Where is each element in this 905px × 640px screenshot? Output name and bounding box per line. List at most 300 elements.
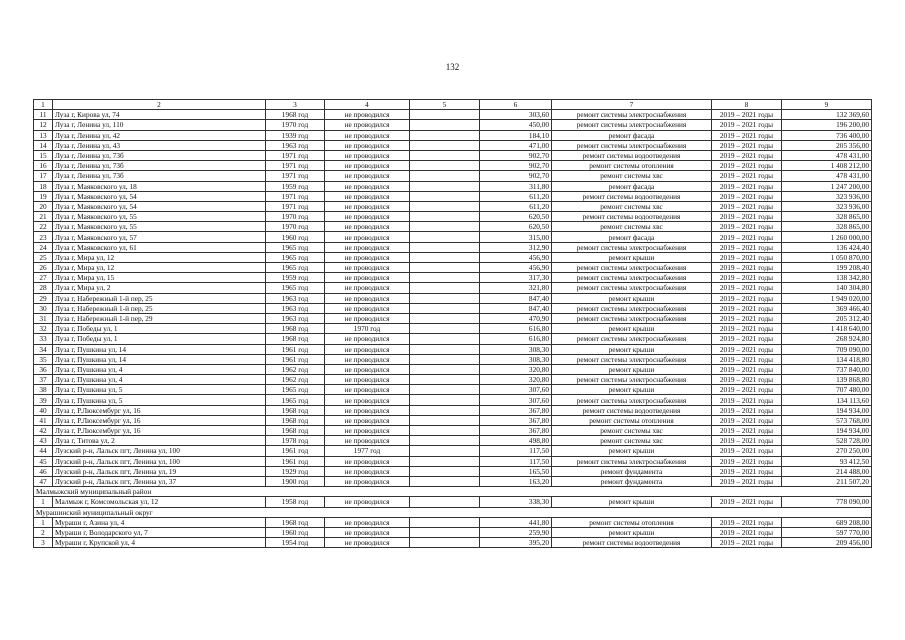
cost-cell: 328 865,00 [782, 212, 872, 222]
row-number-cell: 35 [34, 354, 53, 364]
table-row [34, 385, 872, 395]
table-row [34, 181, 872, 191]
last-repair-cell: не проводился [325, 344, 410, 354]
period-cell: 2019 – 2021 годы [712, 150, 782, 160]
last-repair-cell: не проводился [325, 395, 410, 405]
table-row [34, 303, 872, 313]
section-row [34, 507, 872, 517]
cost-cell: 132 369,60 [782, 110, 872, 120]
cost-cell: 205 312,40 [782, 313, 872, 323]
cost-cell: 689 208,00 [782, 517, 872, 527]
year-built-cell: 1970 год [266, 212, 325, 222]
period-cell: 2019 – 2021 годы [712, 303, 782, 313]
empty-cell [410, 263, 480, 273]
row-number-cell: 47 [34, 476, 53, 486]
work-type-cell: ремонт системы электроснабжения [552, 303, 712, 313]
row-number-cell: 11 [34, 110, 53, 120]
area-cell: 315,00 [480, 232, 552, 242]
empty-cell [410, 436, 480, 446]
table-row [34, 446, 872, 456]
empty-cell [410, 476, 480, 486]
table-row [34, 120, 872, 130]
year-built-cell: 1965 год [266, 263, 325, 273]
cost-cell: 528 728,00 [782, 436, 872, 446]
work-type-cell: ремонт системы хвс [552, 222, 712, 232]
address-cell: Луза г, Ленина ул, 110 [53, 120, 266, 130]
cost-cell: 134 418,80 [782, 354, 872, 364]
work-type-cell: ремонт системы электроснабжения [552, 375, 712, 385]
year-built-cell: 1968 год [266, 426, 325, 436]
year-built-cell: 1959 год [266, 181, 325, 191]
last-repair-cell: не проводился [325, 303, 410, 313]
year-built-cell: 1962 год [266, 375, 325, 385]
column-number-cell: 5 [410, 100, 480, 110]
table-body [34, 100, 872, 548]
address-cell: Лузский р-н, Лальск пгт, Ленина ул, 19 [53, 466, 266, 476]
row-number-cell: 21 [34, 212, 53, 222]
address-cell: Луза г, Маяковского ул, 54 [53, 191, 266, 201]
last-repair-cell: не проводился [325, 242, 410, 252]
last-repair-cell: не проводился [325, 313, 410, 323]
row-number-cell: 12 [34, 120, 53, 130]
area-cell: 450,00 [480, 120, 552, 130]
table-row [34, 283, 872, 293]
empty-cell [410, 222, 480, 232]
period-cell: 2019 – 2021 годы [712, 140, 782, 150]
row-number-cell: 16 [34, 161, 53, 171]
year-built-cell: 1971 год [266, 191, 325, 201]
table-row [34, 110, 872, 120]
last-repair-cell: не проводился [325, 263, 410, 273]
address-cell: Луза г, Набережный 1-й пер, 25 [53, 303, 266, 313]
row-number-cell: 25 [34, 252, 53, 262]
period-cell: 2019 – 2021 годы [712, 252, 782, 262]
work-type-cell: ремонт системы электроснабжения [552, 273, 712, 283]
row-number-cell: 14 [34, 140, 53, 150]
last-repair-cell: 1970 год [325, 324, 410, 334]
work-type-cell: ремонт системы электроснабжения [552, 283, 712, 293]
area-cell: 902,70 [480, 171, 552, 181]
year-built-cell: 1961 год [266, 344, 325, 354]
last-repair-cell: не проводился [325, 375, 410, 385]
period-cell: 2019 – 2021 годы [712, 446, 782, 456]
last-repair-cell: не проводился [325, 222, 410, 232]
year-built-cell: 1971 год [266, 150, 325, 160]
address-cell: Луза г, Пушкина ул, 14 [53, 344, 266, 354]
empty-cell [410, 242, 480, 252]
table-row [34, 364, 872, 374]
year-built-cell: 1961 год [266, 354, 325, 364]
table-row [34, 293, 872, 303]
cost-cell: 573 768,00 [782, 415, 872, 425]
table-row [34, 538, 872, 548]
empty-cell [410, 334, 480, 344]
address-cell: Луза г, Пушкина ул, 5 [53, 395, 266, 405]
work-type-cell: ремонт крыши [552, 324, 712, 334]
period-cell: 2019 – 2021 годы [712, 191, 782, 201]
period-cell: 2019 – 2021 годы [712, 161, 782, 171]
address-cell: Малмыж г, Комсомольская ул, 12 [53, 497, 266, 507]
last-repair-cell: не проводился [325, 232, 410, 242]
work-type-cell: ремонт системы водоотведения [552, 405, 712, 415]
column-number-cell: 1 [34, 100, 53, 110]
period-cell: 2019 – 2021 годы [712, 466, 782, 476]
work-type-cell: ремонт системы электроснабжения [552, 456, 712, 466]
year-built-cell: 1971 год [266, 161, 325, 171]
period-cell: 2019 – 2021 годы [712, 436, 782, 446]
address-cell: Луза г, Пушкина ул, 4 [53, 364, 266, 374]
row-number-cell: 31 [34, 313, 53, 323]
address-cell: Луза г, Маяковского ул, 54 [53, 201, 266, 211]
row-number-cell: 2 [34, 527, 53, 537]
column-number-cell: 2 [53, 100, 266, 110]
empty-cell [410, 527, 480, 537]
row-number-cell: 29 [34, 293, 53, 303]
area-cell: 117,50 [480, 446, 552, 456]
cost-cell: 134 113,60 [782, 395, 872, 405]
work-type-cell: ремонт системы хвс [552, 436, 712, 446]
row-number-cell: 44 [34, 446, 53, 456]
cost-cell: 478 431,00 [782, 171, 872, 181]
work-type-cell: ремонт системы электроснабжения [552, 313, 712, 323]
area-cell: 321,80 [480, 283, 552, 293]
row-number-cell: 23 [34, 232, 53, 242]
row-number-cell: 34 [34, 344, 53, 354]
row-number-cell: 19 [34, 191, 53, 201]
area-cell: 611,20 [480, 201, 552, 211]
year-built-cell: 1968 год [266, 405, 325, 415]
address-cell: Луза г, Мира ул, 12 [53, 263, 266, 273]
area-cell: 320,80 [480, 375, 552, 385]
address-cell: Луза г, Набережный 1-й пер, 29 [53, 313, 266, 323]
period-cell: 2019 – 2021 годы [712, 201, 782, 211]
work-type-cell: ремонт системы водоотведения [552, 191, 712, 201]
work-type-cell: ремонт фасада [552, 232, 712, 242]
last-repair-cell: не проводился [325, 181, 410, 191]
row-number-cell: 13 [34, 130, 53, 140]
address-cell: Луза г, Маяковского ул, 55 [53, 222, 266, 232]
row-number-cell: 17 [34, 171, 53, 181]
last-repair-cell: не проводился [325, 497, 410, 507]
column-number-cell: 7 [552, 100, 712, 110]
row-number-cell: 38 [34, 385, 53, 395]
area-cell: 312,90 [480, 242, 552, 252]
empty-cell [410, 375, 480, 385]
empty-cell [410, 201, 480, 211]
empty-cell [410, 446, 480, 456]
area-cell: 338,30 [480, 497, 552, 507]
period-cell: 2019 – 2021 годы [712, 283, 782, 293]
period-cell: 2019 – 2021 годы [712, 293, 782, 303]
area-cell: 616,80 [480, 324, 552, 334]
last-repair-cell: не проводился [325, 385, 410, 395]
empty-cell [410, 232, 480, 242]
period-cell: 2019 – 2021 годы [712, 181, 782, 191]
row-number-cell: 40 [34, 405, 53, 415]
period-cell: 2019 – 2021 годы [712, 385, 782, 395]
last-repair-cell: не проводился [325, 212, 410, 222]
last-repair-cell: не проводился [325, 415, 410, 425]
table-row [34, 375, 872, 385]
table-row [34, 222, 872, 232]
cost-cell: 709 090,00 [782, 344, 872, 354]
last-repair-cell: не проводился [325, 466, 410, 476]
area-cell: 611,20 [480, 191, 552, 201]
table-row [34, 466, 872, 476]
period-cell: 2019 – 2021 годы [712, 110, 782, 120]
address-cell: Мураши г, Володарского ул, 7 [53, 527, 266, 537]
table-row [34, 212, 872, 222]
empty-cell [410, 273, 480, 283]
table-row [34, 140, 872, 150]
work-type-cell: ремонт системы отопления [552, 415, 712, 425]
year-built-cell: 1900 год [266, 476, 325, 486]
period-cell: 2019 – 2021 годы [712, 354, 782, 364]
table-row [34, 324, 872, 334]
last-repair-cell: не проводился [325, 201, 410, 211]
last-repair-cell: не проводился [325, 120, 410, 130]
period-cell: 2019 – 2021 годы [712, 130, 782, 140]
year-built-cell: 1970 год [266, 120, 325, 130]
empty-cell [410, 324, 480, 334]
empty-cell [410, 313, 480, 323]
table-row [34, 130, 872, 140]
last-repair-cell: не проводился [325, 405, 410, 415]
empty-cell [410, 140, 480, 150]
period-cell: 2019 – 2021 годы [712, 517, 782, 527]
work-type-cell: ремонт системы отопления [552, 161, 712, 171]
area-cell: 259,90 [480, 527, 552, 537]
work-type-cell: ремонт системы отопления [552, 517, 712, 527]
table-row [34, 201, 872, 211]
cost-cell: 140 304,80 [782, 283, 872, 293]
work-type-cell: ремонт крыши [552, 446, 712, 456]
year-built-cell: 1929 год [266, 466, 325, 476]
empty-cell [410, 293, 480, 303]
empty-cell [410, 426, 480, 436]
period-cell: 2019 – 2021 годы [712, 395, 782, 405]
cost-cell: 328 865,00 [782, 222, 872, 232]
area-cell: 303,60 [480, 110, 552, 120]
year-built-cell: 1968 год [266, 415, 325, 425]
period-cell: 2019 – 2021 годы [712, 344, 782, 354]
work-type-cell: ремонт крыши [552, 344, 712, 354]
row-number-cell: 33 [34, 334, 53, 344]
area-cell: 184,10 [480, 130, 552, 140]
section-title: Малмыжский муниципальный район [34, 487, 872, 497]
area-cell: 620,50 [480, 222, 552, 232]
last-repair-cell: не проводился [325, 171, 410, 181]
area-cell: 456,90 [480, 263, 552, 273]
table-row [34, 334, 872, 344]
address-cell: Луза г, Ленина ул, 73б [53, 171, 266, 181]
table-row [34, 456, 872, 466]
work-type-cell: ремонт крыши [552, 252, 712, 262]
last-repair-cell: не проводился [325, 273, 410, 283]
year-built-cell: 1970 год [266, 222, 325, 232]
empty-cell [410, 456, 480, 466]
row-number-cell: 43 [34, 436, 53, 446]
area-cell: 498,80 [480, 436, 552, 446]
area-cell: 308,30 [480, 344, 552, 354]
last-repair-cell: не проводился [325, 283, 410, 293]
year-built-cell: 1959 год [266, 273, 325, 283]
cost-cell: 1 949 020,00 [782, 293, 872, 303]
work-type-cell: ремонт крыши [552, 385, 712, 395]
work-type-cell: ремонт системы электроснабжения [552, 263, 712, 273]
year-built-cell: 1965 год [266, 242, 325, 252]
row-number-cell: 24 [34, 242, 53, 252]
work-type-cell: ремонт фасада [552, 181, 712, 191]
cost-cell: 1 408 212,00 [782, 161, 872, 171]
empty-cell [410, 120, 480, 130]
year-built-cell: 1963 год [266, 293, 325, 303]
table-row [34, 517, 872, 527]
row-number-cell: 26 [34, 263, 53, 273]
area-cell: 117,50 [480, 456, 552, 466]
column-number-cell: 6 [480, 100, 552, 110]
address-cell: Лузский р-н, Лальск пгт, Ленина ул, 37 [53, 476, 266, 486]
last-repair-cell: не проводился [325, 538, 410, 548]
address-cell: Луза г, Р.Люксембург ул, 16 [53, 415, 266, 425]
work-type-cell: ремонт системы электроснабжения [552, 140, 712, 150]
period-cell: 2019 – 2021 годы [712, 171, 782, 181]
work-type-cell: ремонт системы хвс [552, 171, 712, 181]
last-repair-cell: не проводился [325, 110, 410, 120]
period-cell: 2019 – 2021 годы [712, 405, 782, 415]
row-number-cell: 37 [34, 375, 53, 385]
year-built-cell: 1963 год [266, 313, 325, 323]
year-built-cell: 1961 год [266, 446, 325, 456]
table-row [34, 273, 872, 283]
address-cell: Луза г, Маяковского ул, 18 [53, 181, 266, 191]
area-cell: 367,80 [480, 415, 552, 425]
year-built-cell: 1958 год [266, 497, 325, 507]
address-cell: Луза г, Маяковского ул, 57 [53, 232, 266, 242]
row-number-cell: 27 [34, 273, 53, 283]
table-row [34, 313, 872, 323]
address-cell: Лузский р-н, Лальск пгт, Ленина ул, 100 [53, 456, 266, 466]
table-row [34, 436, 872, 446]
year-built-cell: 1971 год [266, 201, 325, 211]
period-cell: 2019 – 2021 годы [712, 476, 782, 486]
address-cell: Луза г, Кирова ул, 74 [53, 110, 266, 120]
work-type-cell: ремонт фасада [552, 130, 712, 140]
row-number-cell: 32 [34, 324, 53, 334]
empty-cell [410, 364, 480, 374]
table-row [34, 252, 872, 262]
cost-cell: 1 247 200,00 [782, 181, 872, 191]
empty-cell [410, 150, 480, 160]
cost-cell: 1 050 870,00 [782, 252, 872, 262]
period-cell: 2019 – 2021 годы [712, 334, 782, 344]
address-cell: Луза г, Мира ул, 12 [53, 252, 266, 262]
empty-cell [410, 405, 480, 415]
address-cell: Мураши г, Крупской ул, 4 [53, 538, 266, 548]
last-repair-cell: не проводился [325, 150, 410, 160]
year-built-cell: 1962 год [266, 364, 325, 374]
cost-cell: 268 924,80 [782, 334, 872, 344]
row-number-cell: 39 [34, 395, 53, 405]
period-cell: 2019 – 2021 годы [712, 242, 782, 252]
column-number-cell: 3 [266, 100, 325, 110]
address-cell: Луза г, Ленина ул, 42 [53, 130, 266, 140]
area-cell: 307,60 [480, 395, 552, 405]
work-type-cell: ремонт крыши [552, 293, 712, 303]
year-built-cell: 1968 год [266, 324, 325, 334]
year-built-cell: 1968 год [266, 517, 325, 527]
work-type-cell: ремонт системы водоотведения [552, 538, 712, 548]
work-type-cell: ремонт системы электроснабжения [552, 120, 712, 130]
work-type-cell: ремонт системы хвс [552, 426, 712, 436]
empty-cell [410, 212, 480, 222]
table-row [34, 527, 872, 537]
section-row [34, 487, 872, 497]
empty-cell [410, 181, 480, 191]
period-cell: 2019 – 2021 годы [712, 456, 782, 466]
last-repair-cell: не проводился [325, 252, 410, 262]
address-cell: Луза г, Маяковского ул, 61 [53, 242, 266, 252]
last-repair-cell: не проводился [325, 517, 410, 527]
period-cell: 2019 – 2021 годы [712, 375, 782, 385]
table-row [34, 171, 872, 181]
cost-cell: 194 934,00 [782, 405, 872, 415]
column-number-cell: 4 [325, 100, 410, 110]
cost-cell: 199 208,40 [782, 263, 872, 273]
work-type-cell: ремонт системы электроснабжения [552, 242, 712, 252]
area-cell: 620,50 [480, 212, 552, 222]
table-row [34, 415, 872, 425]
year-built-cell: 1965 год [266, 252, 325, 262]
work-type-cell: ремонт крыши [552, 527, 712, 537]
column-number-cell: 8 [712, 100, 782, 110]
area-cell: 367,80 [480, 405, 552, 415]
cost-cell: 138 342,80 [782, 273, 872, 283]
last-repair-cell: 1977 год [325, 446, 410, 456]
empty-cell [410, 161, 480, 171]
period-cell: 2019 – 2021 годы [712, 232, 782, 242]
work-type-cell: ремонт системы электроснабжения [552, 334, 712, 344]
cost-cell: 136 424,40 [782, 242, 872, 252]
table-row [34, 263, 872, 273]
empty-cell [410, 517, 480, 527]
address-cell: Луза г, Ленина ул, 73б [53, 161, 266, 171]
cost-cell: 209 456,00 [782, 538, 872, 548]
last-repair-cell: не проводился [325, 161, 410, 171]
period-cell: 2019 – 2021 годы [712, 313, 782, 323]
row-number-cell: 28 [34, 283, 53, 293]
year-built-cell: 1965 год [266, 395, 325, 405]
area-cell: 902,70 [480, 161, 552, 171]
work-type-cell: ремонт системы водоотведения [552, 150, 712, 160]
address-cell: Мураши г, Азина ул, 4 [53, 517, 266, 527]
period-cell: 2019 – 2021 годы [712, 263, 782, 273]
page-number: 132 [445, 62, 460, 72]
row-number-cell: 30 [34, 303, 53, 313]
row-number-cell: 46 [34, 466, 53, 476]
empty-cell [410, 497, 480, 507]
year-built-cell: 1963 год [266, 303, 325, 313]
area-cell: 367,80 [480, 426, 552, 436]
empty-cell [410, 130, 480, 140]
work-type-cell: ремонт системы электроснабжения [552, 395, 712, 405]
work-type-cell: ремонт системы электроснабжения [552, 110, 712, 120]
work-type-cell: ремонт системы хвс [552, 201, 712, 211]
area-cell: 395,20 [480, 538, 552, 548]
table-row [34, 150, 872, 160]
work-type-cell: ремонт системы электроснабжения [552, 354, 712, 364]
address-cell: Луза г, Победы ул, 1 [53, 324, 266, 334]
